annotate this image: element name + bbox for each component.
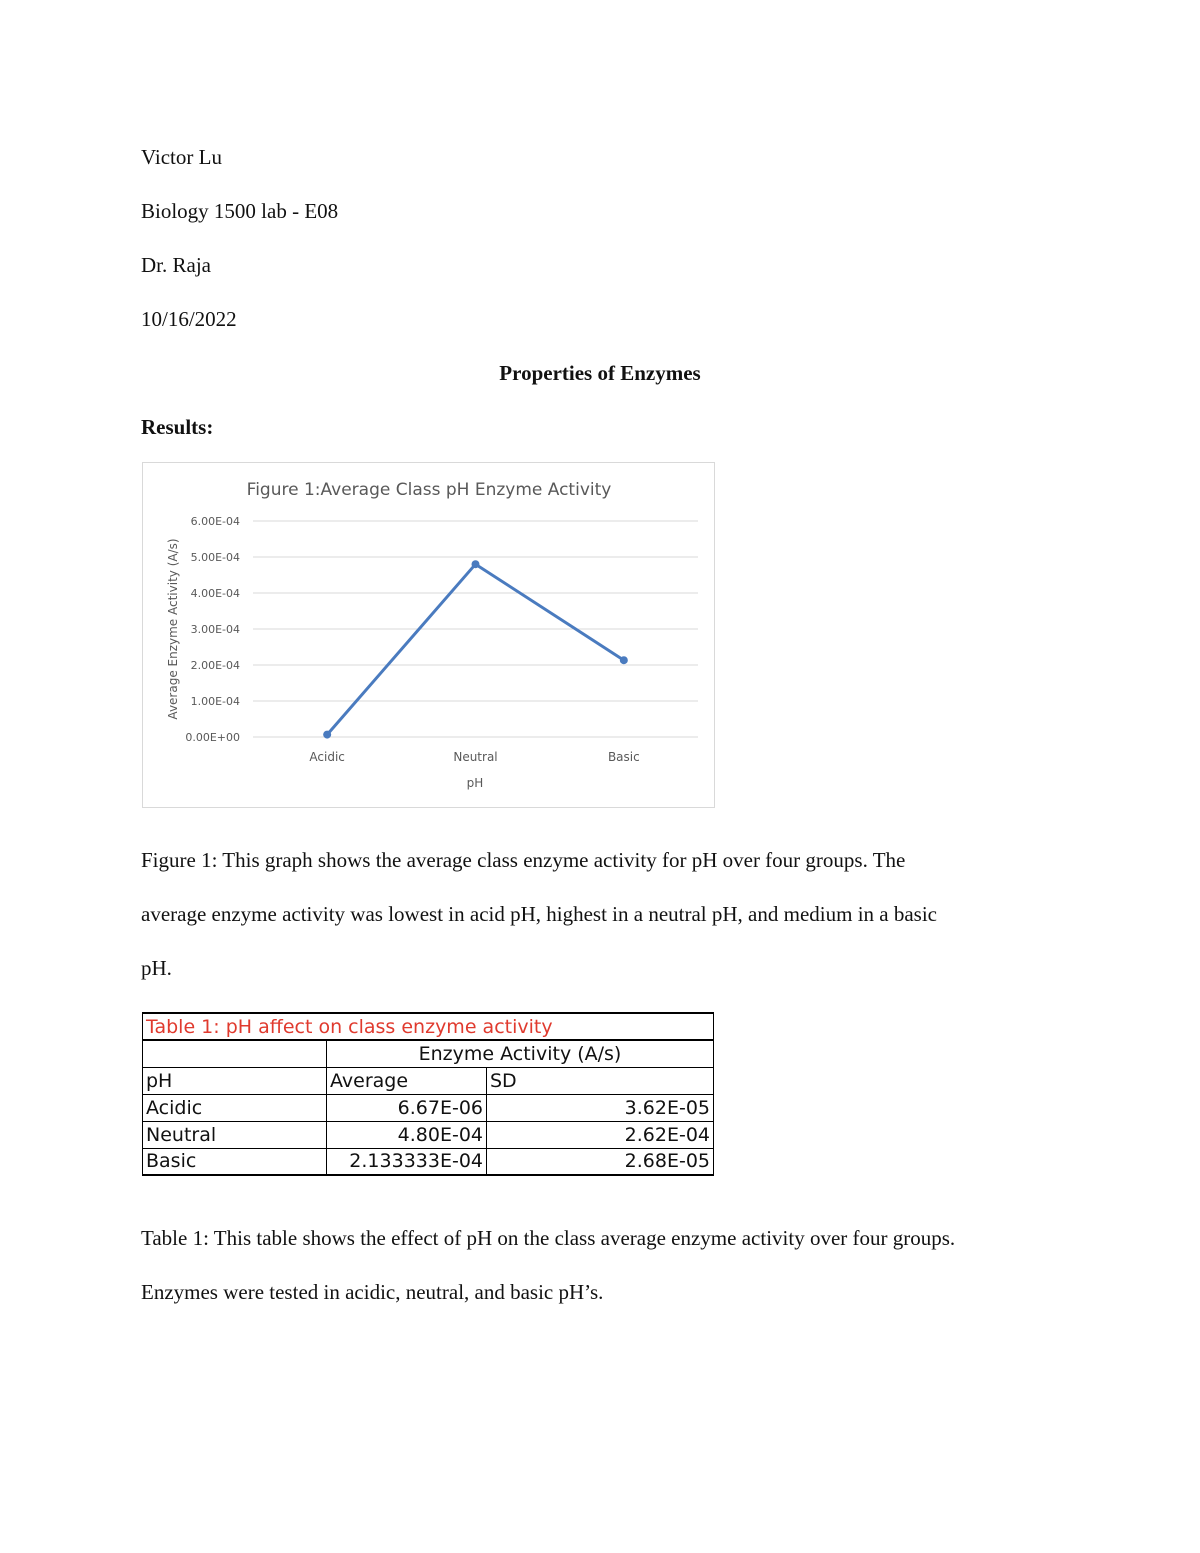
document-date: 10/16/2022 xyxy=(141,307,237,331)
table-caption-row xyxy=(143,1013,714,1040)
row-average: 2.133333E-04 xyxy=(327,1148,487,1175)
row-ph: Neutral xyxy=(143,1121,327,1148)
row-average: 4.80E-04 xyxy=(327,1121,487,1148)
document-title: Properties of Enzymes xyxy=(499,361,701,385)
row-sd: 2.68E-05 xyxy=(487,1148,714,1175)
row-sd: 2.62E-04 xyxy=(487,1121,714,1148)
figure-caption-line-2: average enzyme activity was lowest in acid pH, highest in a neutral pH, and medium in a basic xyxy=(141,902,938,926)
y-tick-label: 1.00E-04 xyxy=(190,695,240,708)
chart-title: Figure 1:Average Class pH Enzyme Activity xyxy=(246,480,612,500)
y-tick-label: 2.00E-04 xyxy=(190,659,240,672)
table-row xyxy=(143,1121,714,1148)
row-average: 6.67E-06 xyxy=(327,1094,487,1121)
instructor-name: Dr. Raja xyxy=(141,253,211,277)
line-chart xyxy=(143,463,716,809)
x-tick-label: Acidic xyxy=(309,750,345,764)
x-tick-label: Basic xyxy=(607,750,640,764)
course-name: Biology 1500 lab - E08 xyxy=(141,199,339,223)
row-sd: 3.62E-05 xyxy=(487,1094,714,1121)
table-empty-cell xyxy=(143,1040,327,1067)
column-header-sd: SD xyxy=(487,1067,714,1094)
column-header-ph: pH xyxy=(143,1067,327,1094)
series-line xyxy=(327,564,624,734)
table-header-row xyxy=(143,1067,714,1094)
x-axis-label: pH xyxy=(466,776,484,790)
table-group-header-row xyxy=(143,1040,714,1067)
data-point xyxy=(620,656,628,664)
table-row xyxy=(143,1094,714,1121)
figure-caption-line-3: pH. xyxy=(141,956,172,980)
y-tick-label: 5.00E-04 xyxy=(190,551,240,564)
results-heading: Results: xyxy=(141,415,214,439)
x-tick-label: Neutral xyxy=(453,750,498,764)
table-caption-line-1: Table 1: This table shows the effect of pH on the class average enzyme activity over four groups. xyxy=(141,1226,956,1250)
y-tick-label: 0.00E+00 xyxy=(185,731,240,744)
author-name: Victor Lu xyxy=(141,145,222,169)
enzyme-activity-table xyxy=(142,1012,714,1176)
row-ph: Basic xyxy=(143,1148,327,1175)
data-point xyxy=(323,731,331,739)
table-caption: Table 1: pH affect on class enzyme activity xyxy=(143,1013,714,1040)
chart-container xyxy=(142,462,715,808)
figure-caption-line-1: Figure 1: This graph shows the average class enzyme activity for pH over four groups. The xyxy=(141,848,906,872)
y-tick-label: 3.00E-04 xyxy=(190,623,240,636)
y-tick-label: 4.00E-04 xyxy=(190,587,240,600)
column-header-average: Average xyxy=(327,1067,487,1094)
table-row xyxy=(143,1148,714,1175)
data-point xyxy=(472,560,480,568)
row-ph: Acidic xyxy=(143,1094,327,1121)
table-caption-line-2: Enzymes were tested in acidic, neutral, and basic pH’s. xyxy=(141,1280,604,1304)
y-tick-label: 6.00E-04 xyxy=(190,515,240,528)
y-axis-label: Average Enzyme Activity (A/s) xyxy=(166,538,180,720)
table-group-header: Enzyme Activity (A/s) xyxy=(327,1040,714,1067)
